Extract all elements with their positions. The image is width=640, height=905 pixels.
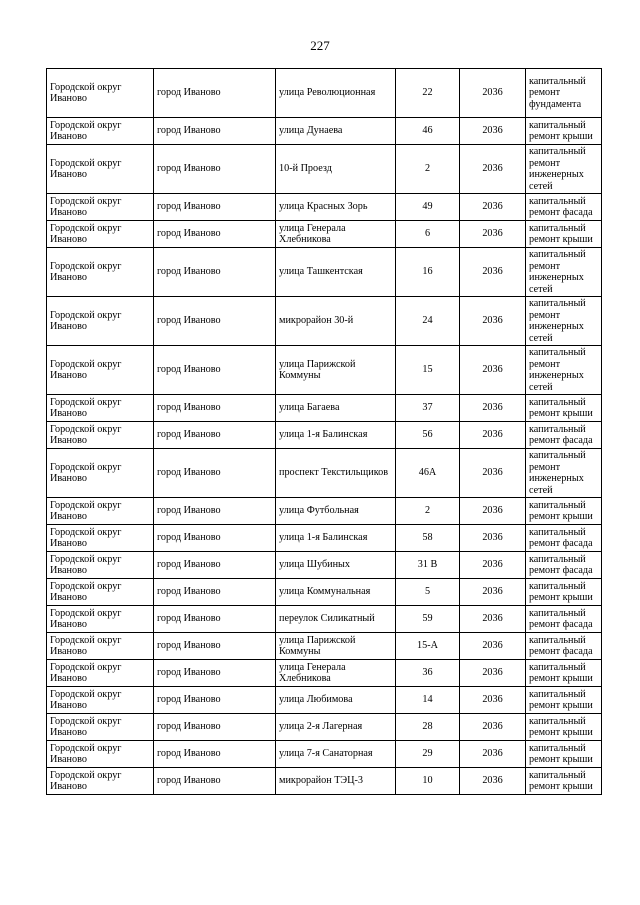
house-number-cell: 28 bbox=[396, 714, 460, 741]
house-number-cell: 24 bbox=[396, 297, 460, 346]
table-row bbox=[47, 606, 602, 633]
city-cell: город Иваново bbox=[154, 145, 276, 194]
street-cell: улица Парижской Коммуны bbox=[276, 633, 396, 660]
house-number-cell: 58 bbox=[396, 525, 460, 552]
table-row bbox=[47, 297, 602, 346]
street-cell: улица Генерала Хлебникова bbox=[276, 221, 396, 248]
repair-schedule-table bbox=[46, 68, 602, 795]
district-cell: Городской округ Иваново bbox=[47, 525, 154, 552]
work-type-cell: капитальный ремонт фундамента bbox=[526, 69, 602, 118]
table-row bbox=[47, 346, 602, 395]
work-type-cell: капитальный ремонт фасада bbox=[526, 525, 602, 552]
work-type-cell: капитальный ремонт инженерных сетей bbox=[526, 346, 602, 395]
year-cell: 2036 bbox=[460, 248, 526, 297]
work-type-cell: капитальный ремонт фасада bbox=[526, 422, 602, 449]
table-row bbox=[47, 194, 602, 221]
city-cell: город Иваново bbox=[154, 660, 276, 687]
year-cell: 2036 bbox=[460, 221, 526, 248]
city-cell: город Иваново bbox=[154, 768, 276, 795]
city-cell: город Иваново bbox=[154, 422, 276, 449]
city-cell: город Иваново bbox=[154, 221, 276, 248]
year-cell: 2036 bbox=[460, 687, 526, 714]
year-cell: 2036 bbox=[460, 714, 526, 741]
work-type-cell: капитальный ремонт фасада bbox=[526, 633, 602, 660]
table-row bbox=[47, 633, 602, 660]
district-cell: Городской округ Иваново bbox=[47, 194, 154, 221]
street-cell: улица Коммунальная bbox=[276, 579, 396, 606]
house-number-cell: 31 В bbox=[396, 552, 460, 579]
house-number-cell: 46А bbox=[396, 449, 460, 498]
year-cell: 2036 bbox=[460, 741, 526, 768]
year-cell: 2036 bbox=[460, 449, 526, 498]
work-type-cell: капитальный ремонт крыши bbox=[526, 741, 602, 768]
house-number-cell: 37 bbox=[396, 395, 460, 422]
district-cell: Городской округ Иваново bbox=[47, 741, 154, 768]
page-number: 227 bbox=[310, 38, 330, 53]
year-cell: 2036 bbox=[460, 422, 526, 449]
table-row bbox=[47, 714, 602, 741]
year-cell: 2036 bbox=[460, 606, 526, 633]
city-cell: город Иваново bbox=[154, 118, 276, 145]
district-cell: Городской округ Иваново bbox=[47, 69, 154, 118]
street-cell: улица Парижской Коммуны bbox=[276, 346, 396, 395]
street-cell: переулок Силикатный bbox=[276, 606, 396, 633]
work-type-cell: капитальный ремонт крыши bbox=[526, 768, 602, 795]
city-cell: город Иваново bbox=[154, 687, 276, 714]
street-cell: улица Футбольная bbox=[276, 498, 396, 525]
year-cell: 2036 bbox=[460, 346, 526, 395]
district-cell: Городской округ Иваново bbox=[47, 422, 154, 449]
district-cell: Городской округ Иваново bbox=[47, 687, 154, 714]
year-cell: 2036 bbox=[460, 579, 526, 606]
city-cell: город Иваново bbox=[154, 525, 276, 552]
house-number-cell: 29 bbox=[396, 741, 460, 768]
district-cell: Городской округ Иваново bbox=[47, 145, 154, 194]
street-cell: улица Дунаева bbox=[276, 118, 396, 145]
house-number-cell: 2 bbox=[396, 145, 460, 194]
street-cell: улица Генерала Хлебникова bbox=[276, 660, 396, 687]
work-type-cell: капитальный ремонт инженерных сетей bbox=[526, 449, 602, 498]
city-cell: город Иваново bbox=[154, 297, 276, 346]
table-row bbox=[47, 579, 602, 606]
table-row bbox=[47, 525, 602, 552]
work-type-cell: капитальный ремонт крыши bbox=[526, 498, 602, 525]
table-row bbox=[47, 395, 602, 422]
house-number-cell: 5 bbox=[396, 579, 460, 606]
city-cell: город Иваново bbox=[154, 579, 276, 606]
house-number-cell: 10 bbox=[396, 768, 460, 795]
table-row bbox=[47, 221, 602, 248]
street-cell: улица 7-я Санаторная bbox=[276, 741, 396, 768]
table-body bbox=[47, 69, 602, 795]
street-cell: 10-й Проезд bbox=[276, 145, 396, 194]
year-cell: 2036 bbox=[460, 118, 526, 145]
house-number-cell: 6 bbox=[396, 221, 460, 248]
district-cell: Городской округ Иваново bbox=[47, 395, 154, 422]
work-type-cell: капитальный ремонт крыши bbox=[526, 118, 602, 145]
table-row bbox=[47, 687, 602, 714]
year-cell: 2036 bbox=[460, 297, 526, 346]
house-number-cell: 22 bbox=[396, 69, 460, 118]
table-row bbox=[47, 145, 602, 194]
city-cell: город Иваново bbox=[154, 395, 276, 422]
street-cell: улица 1-я Балинская bbox=[276, 422, 396, 449]
street-cell: улица Багаева bbox=[276, 395, 396, 422]
district-cell: Городской округ Иваново bbox=[47, 606, 154, 633]
work-type-cell: капитальный ремонт крыши bbox=[526, 660, 602, 687]
district-cell: Городской округ Иваново bbox=[47, 221, 154, 248]
street-cell: улица Красных Зорь bbox=[276, 194, 396, 221]
city-cell: город Иваново bbox=[154, 552, 276, 579]
house-number-cell: 15-А bbox=[396, 633, 460, 660]
city-cell: город Иваново bbox=[154, 449, 276, 498]
street-cell: улица 1-я Балинская bbox=[276, 525, 396, 552]
year-cell: 2036 bbox=[460, 552, 526, 579]
district-cell: Городской округ Иваново bbox=[47, 118, 154, 145]
table-row bbox=[47, 248, 602, 297]
work-type-cell: капитальный ремонт фасада bbox=[526, 552, 602, 579]
city-cell: город Иваново bbox=[154, 633, 276, 660]
city-cell: город Иваново bbox=[154, 248, 276, 297]
house-number-cell: 36 bbox=[396, 660, 460, 687]
year-cell: 2036 bbox=[460, 768, 526, 795]
house-number-cell: 49 bbox=[396, 194, 460, 221]
district-cell: Городской округ Иваново bbox=[47, 248, 154, 297]
house-number-cell: 16 bbox=[396, 248, 460, 297]
year-cell: 2036 bbox=[460, 498, 526, 525]
city-cell: город Иваново bbox=[154, 346, 276, 395]
table-row bbox=[47, 118, 602, 145]
district-cell: Городской округ Иваново bbox=[47, 768, 154, 795]
city-cell: город Иваново bbox=[154, 714, 276, 741]
house-number-cell: 59 bbox=[396, 606, 460, 633]
table-row bbox=[47, 422, 602, 449]
city-cell: город Иваново bbox=[154, 194, 276, 221]
year-cell: 2036 bbox=[460, 660, 526, 687]
table-row bbox=[47, 768, 602, 795]
street-cell: улица Любимова bbox=[276, 687, 396, 714]
year-cell: 2036 bbox=[460, 525, 526, 552]
district-cell: Городской округ Иваново bbox=[47, 660, 154, 687]
district-cell: Городской округ Иваново bbox=[47, 449, 154, 498]
work-type-cell: капитальный ремонт фасада bbox=[526, 194, 602, 221]
district-cell: Городской округ Иваново bbox=[47, 633, 154, 660]
house-number-cell: 14 bbox=[396, 687, 460, 714]
work-type-cell: капитальный ремонт крыши bbox=[526, 579, 602, 606]
table-row bbox=[47, 741, 602, 768]
street-cell: микрорайон 30-й bbox=[276, 297, 396, 346]
district-cell: Городской округ Иваново bbox=[47, 498, 154, 525]
house-number-cell: 56 bbox=[396, 422, 460, 449]
district-cell: Городской округ Иваново bbox=[47, 297, 154, 346]
table-row bbox=[47, 449, 602, 498]
district-cell: Городской округ Иваново bbox=[47, 714, 154, 741]
table-row bbox=[47, 69, 602, 118]
work-type-cell: капитальный ремонт инженерных сетей bbox=[526, 297, 602, 346]
street-cell: улица 2-я Лагерная bbox=[276, 714, 396, 741]
street-cell: проспект Текстильщиков bbox=[276, 449, 396, 498]
work-type-cell: капитальный ремонт фасада bbox=[526, 606, 602, 633]
street-cell: улица Революционная bbox=[276, 69, 396, 118]
district-cell: Городской округ Иваново bbox=[47, 552, 154, 579]
house-number-cell: 2 bbox=[396, 498, 460, 525]
work-type-cell: капитальный ремонт инженерных сетей bbox=[526, 248, 602, 297]
work-type-cell: капитальный ремонт крыши bbox=[526, 714, 602, 741]
work-type-cell: капитальный ремонт крыши bbox=[526, 395, 602, 422]
house-number-cell: 46 bbox=[396, 118, 460, 145]
city-cell: город Иваново bbox=[154, 69, 276, 118]
year-cell: 2036 bbox=[460, 69, 526, 118]
street-cell: микрорайон ТЭЦ-3 bbox=[276, 768, 396, 795]
district-cell: Городской округ Иваново bbox=[47, 579, 154, 606]
year-cell: 2036 bbox=[460, 145, 526, 194]
table-row bbox=[47, 552, 602, 579]
work-type-cell: капитальный ремонт крыши bbox=[526, 221, 602, 248]
street-cell: улица Шубиных bbox=[276, 552, 396, 579]
city-cell: город Иваново bbox=[154, 606, 276, 633]
city-cell: город Иваново bbox=[154, 498, 276, 525]
city-cell: город Иваново bbox=[154, 741, 276, 768]
street-cell: улица Ташкентская bbox=[276, 248, 396, 297]
work-type-cell: капитальный ремонт инженерных сетей bbox=[526, 145, 602, 194]
work-type-cell: капитальный ремонт крыши bbox=[526, 687, 602, 714]
year-cell: 2036 bbox=[460, 395, 526, 422]
year-cell: 2036 bbox=[460, 194, 526, 221]
table-row bbox=[47, 498, 602, 525]
district-cell: Городской округ Иваново bbox=[47, 346, 154, 395]
table-row bbox=[47, 660, 602, 687]
year-cell: 2036 bbox=[460, 633, 526, 660]
house-number-cell: 15 bbox=[396, 346, 460, 395]
